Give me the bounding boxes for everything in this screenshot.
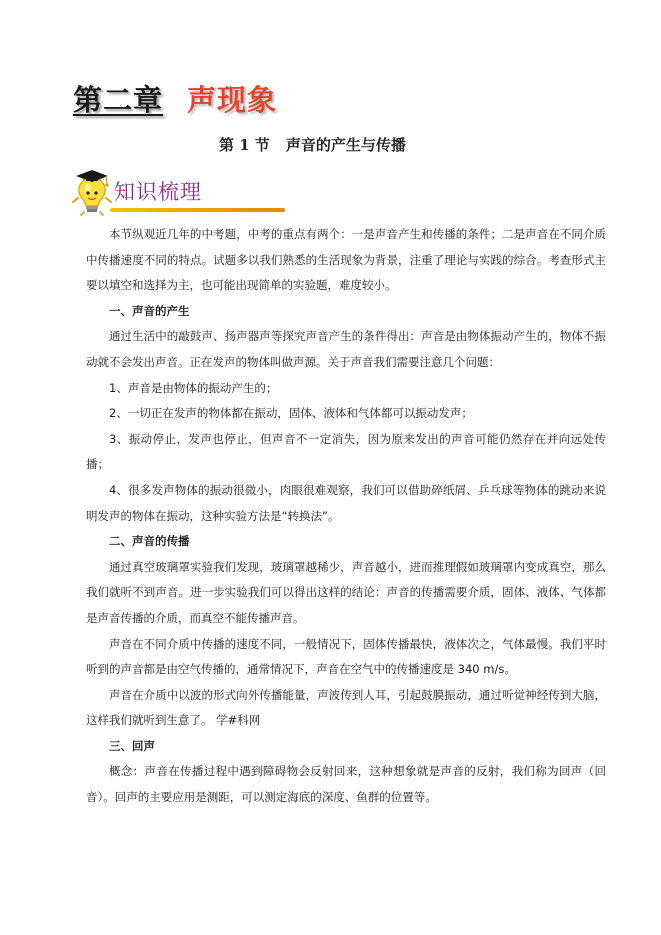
chapter-number: 第二章 <box>73 83 164 117</box>
section-number: 第 1 节 <box>219 136 270 154</box>
part3-paragraph: 概念：声音在传播过程中遇到障碍物会反射回来，这种想象就是声音的反射，我们称为回声（回音）。回声的主要应用是测距，可以测定海底的深度、鱼群的位置等。 <box>86 764 606 805</box>
graduate-lightbulb-icon <box>70 168 114 216</box>
part1-heading: 一、声音的产生 <box>109 303 190 318</box>
part3-heading: 三、回声 <box>109 738 155 753</box>
part2-paragraph: 声音在介质中以波的形式向外传播能量，声波传到人耳，引起鼓膜振动，通过听觉神经传到大脑，这样我们就听到生意了。 学#科网 <box>86 687 606 728</box>
main-content <box>86 222 606 811</box>
knowledge-header-label: 知识梳理 <box>114 180 202 204</box>
chapter-name: 声现象 <box>187 83 278 117</box>
section-title-text: 声音的产生与传播 <box>285 136 406 154</box>
part2-heading: 二、声音的传播 <box>109 534 190 549</box>
part1-item: 4、很多发声物体的振动很微小，肉眼很难观察，我们可以借助碎纸屑、乒乓球等物体的跳动来说明发声的物体在振动，这种实验方法是“转换法”。 <box>86 482 606 523</box>
part1-item: 2、一切正在发声的物体都在振动，固体、液体和气体都可以振动发声； <box>109 406 473 421</box>
header-underline <box>110 208 285 212</box>
part1-item: 1、声音是由物体的振动产生的； <box>109 380 278 395</box>
part2-paragraph: 通过真空玻璃罩实验我们发现，玻璃罩越稀少，声音越小，进而推理假如玻璃罩内变成真空，那么我们就听不到声音。进一步实验我们可以得出这样的结论：声音的传播需要介质，固体、液体、气体都是声音传播的介质，而真空不能传播声音。 <box>86 559 606 625</box>
part1-item: 3、振动停止，发声也停止，但声音不一定消失，因为原来发出的声音可能仍然存在并向远处传播； <box>86 431 606 472</box>
part2-paragraph: 声音在不同介质中传播的速度不同，一般情况下，固体传播最快，液体次之，气体最慢。我们平时听到的声音都是由空气传播的，通常情况下，声音在空气中的传播速度是 340 m/s。 <box>86 636 606 677</box>
knowledge-header <box>70 168 230 216</box>
intro-paragraph: 本节纵观近几年的中考题，中考的重点有两个：一是声音产生和传播的条件；二是声音在不同介质中传播速度不同的特点。试题多以我们熟悉的生活现象为背景，注重了理论与实践的综合。考查形式主要以填空和选择为主，也可能出现简单的实验题，难度较小。 <box>86 227 606 293</box>
part1-paragraph: 通过生活中的敲鼓声、扬声器声等探究声音产生的条件得出：声音是由物体振动产生的，物体不振动就不会发出声音。正在发声的物体叫做声源。关于声音我们需要注意几个问题： <box>86 329 606 369</box>
section-title <box>219 135 406 155</box>
